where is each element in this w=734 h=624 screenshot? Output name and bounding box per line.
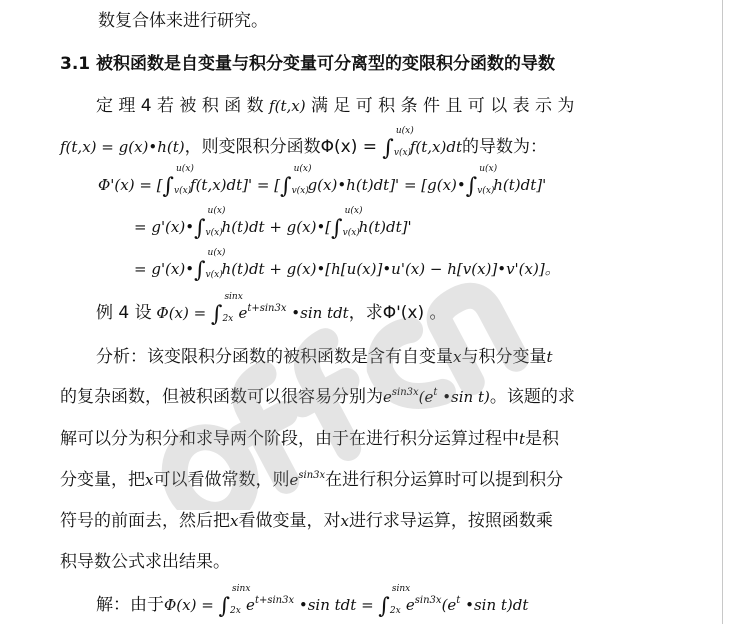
equation-3: = g'(x)•∫ u(x) v(x) h(t)dt + g(x)•[h[u(x)]•u'(x) − h[v(x)]•v'(x)]。 (134, 248, 560, 283)
analysis-line-1: 分析：该变限积分函数的被积函数是含有自变量x与积分变量t (96, 347, 553, 367)
analysis-line-6: 积导数公式求出结果。 (60, 552, 230, 572)
integral-sign: ∫ (382, 136, 394, 161)
line2-tail: 的导数为： (462, 137, 548, 157)
line2-text: ，则变限积分函数Φ(x) = (184, 137, 383, 157)
analysis-line-2: 的复杂函数，但被积函数可以很容易分别为$e^{sin3x}(e^t$ •sin t)。该题的求 (60, 387, 575, 407)
theorem-suffix: 满 足 可 积 条 件 且 可 以 表 示 为 (305, 96, 575, 116)
example-math: Φ(x) = (151, 304, 211, 322)
integral-limits: u(x) v(x) (393, 126, 414, 158)
example-4: 例 4 设 Φ(x) = ∫ sinx 2x $e^{t+sin3x}$ •sin tdt，求Φ'(x) 。 (96, 292, 447, 327)
example-label: 例 4 设 (96, 303, 152, 323)
page-border (722, 0, 723, 624)
analysis-line-4: 分变量，把x可以看做常数，则$e^{sin3x}$在进行积分运算时可以提到积分 (60, 470, 564, 490)
text-line-1: 数复合体来进行研究。 (98, 11, 268, 31)
section-heading: 3.1 被积函数是自变量与积分变量可分离型的变限积分函数的导数 (60, 54, 556, 74)
solution-line: 解：由于Φ(x) = ∫ sinx 2x $e^{t+sin3x}$ •sin tdt = ∫ sinx 2x $e^{sin3x}(e^t$ •sin t)dt (96, 584, 529, 619)
theorem-prefix: 定 理 4 若 被 积 函 数 (96, 96, 270, 116)
theorem-ftx: f(t,x) (269, 97, 306, 115)
analysis-line-5: 符号的前面去，然后把x看做变量，对x进行求导运算，按照函数乘 (60, 511, 553, 531)
analysis-line-3: 解可以分为积分和求导两个阶段，由于在进行积分运算过程中t是积 (60, 429, 560, 449)
example-tail: ，求Φ'(x) 。 (348, 303, 447, 323)
separable-form: f(t,x) = g(x)•h(t) (60, 138, 185, 156)
theorem-line-2 (60, 126, 548, 161)
line2-integrand: f(t,x)dt (409, 138, 463, 156)
equation-2: = g'(x)•∫ u(x) v(x) h(t)dt + g(x)•[∫ u(x) v(x) h(t)dt]' (134, 206, 412, 241)
theorem-line (96, 91, 574, 116)
equation-1: Φ'(x) = [∫ u(x) v(x) f(t,x)dt]' = [∫ u(x) v(x) g(x)•h(t)dt]' = [g(x)•∫ u(x) v(x) h(t)dt]' (98, 164, 547, 199)
